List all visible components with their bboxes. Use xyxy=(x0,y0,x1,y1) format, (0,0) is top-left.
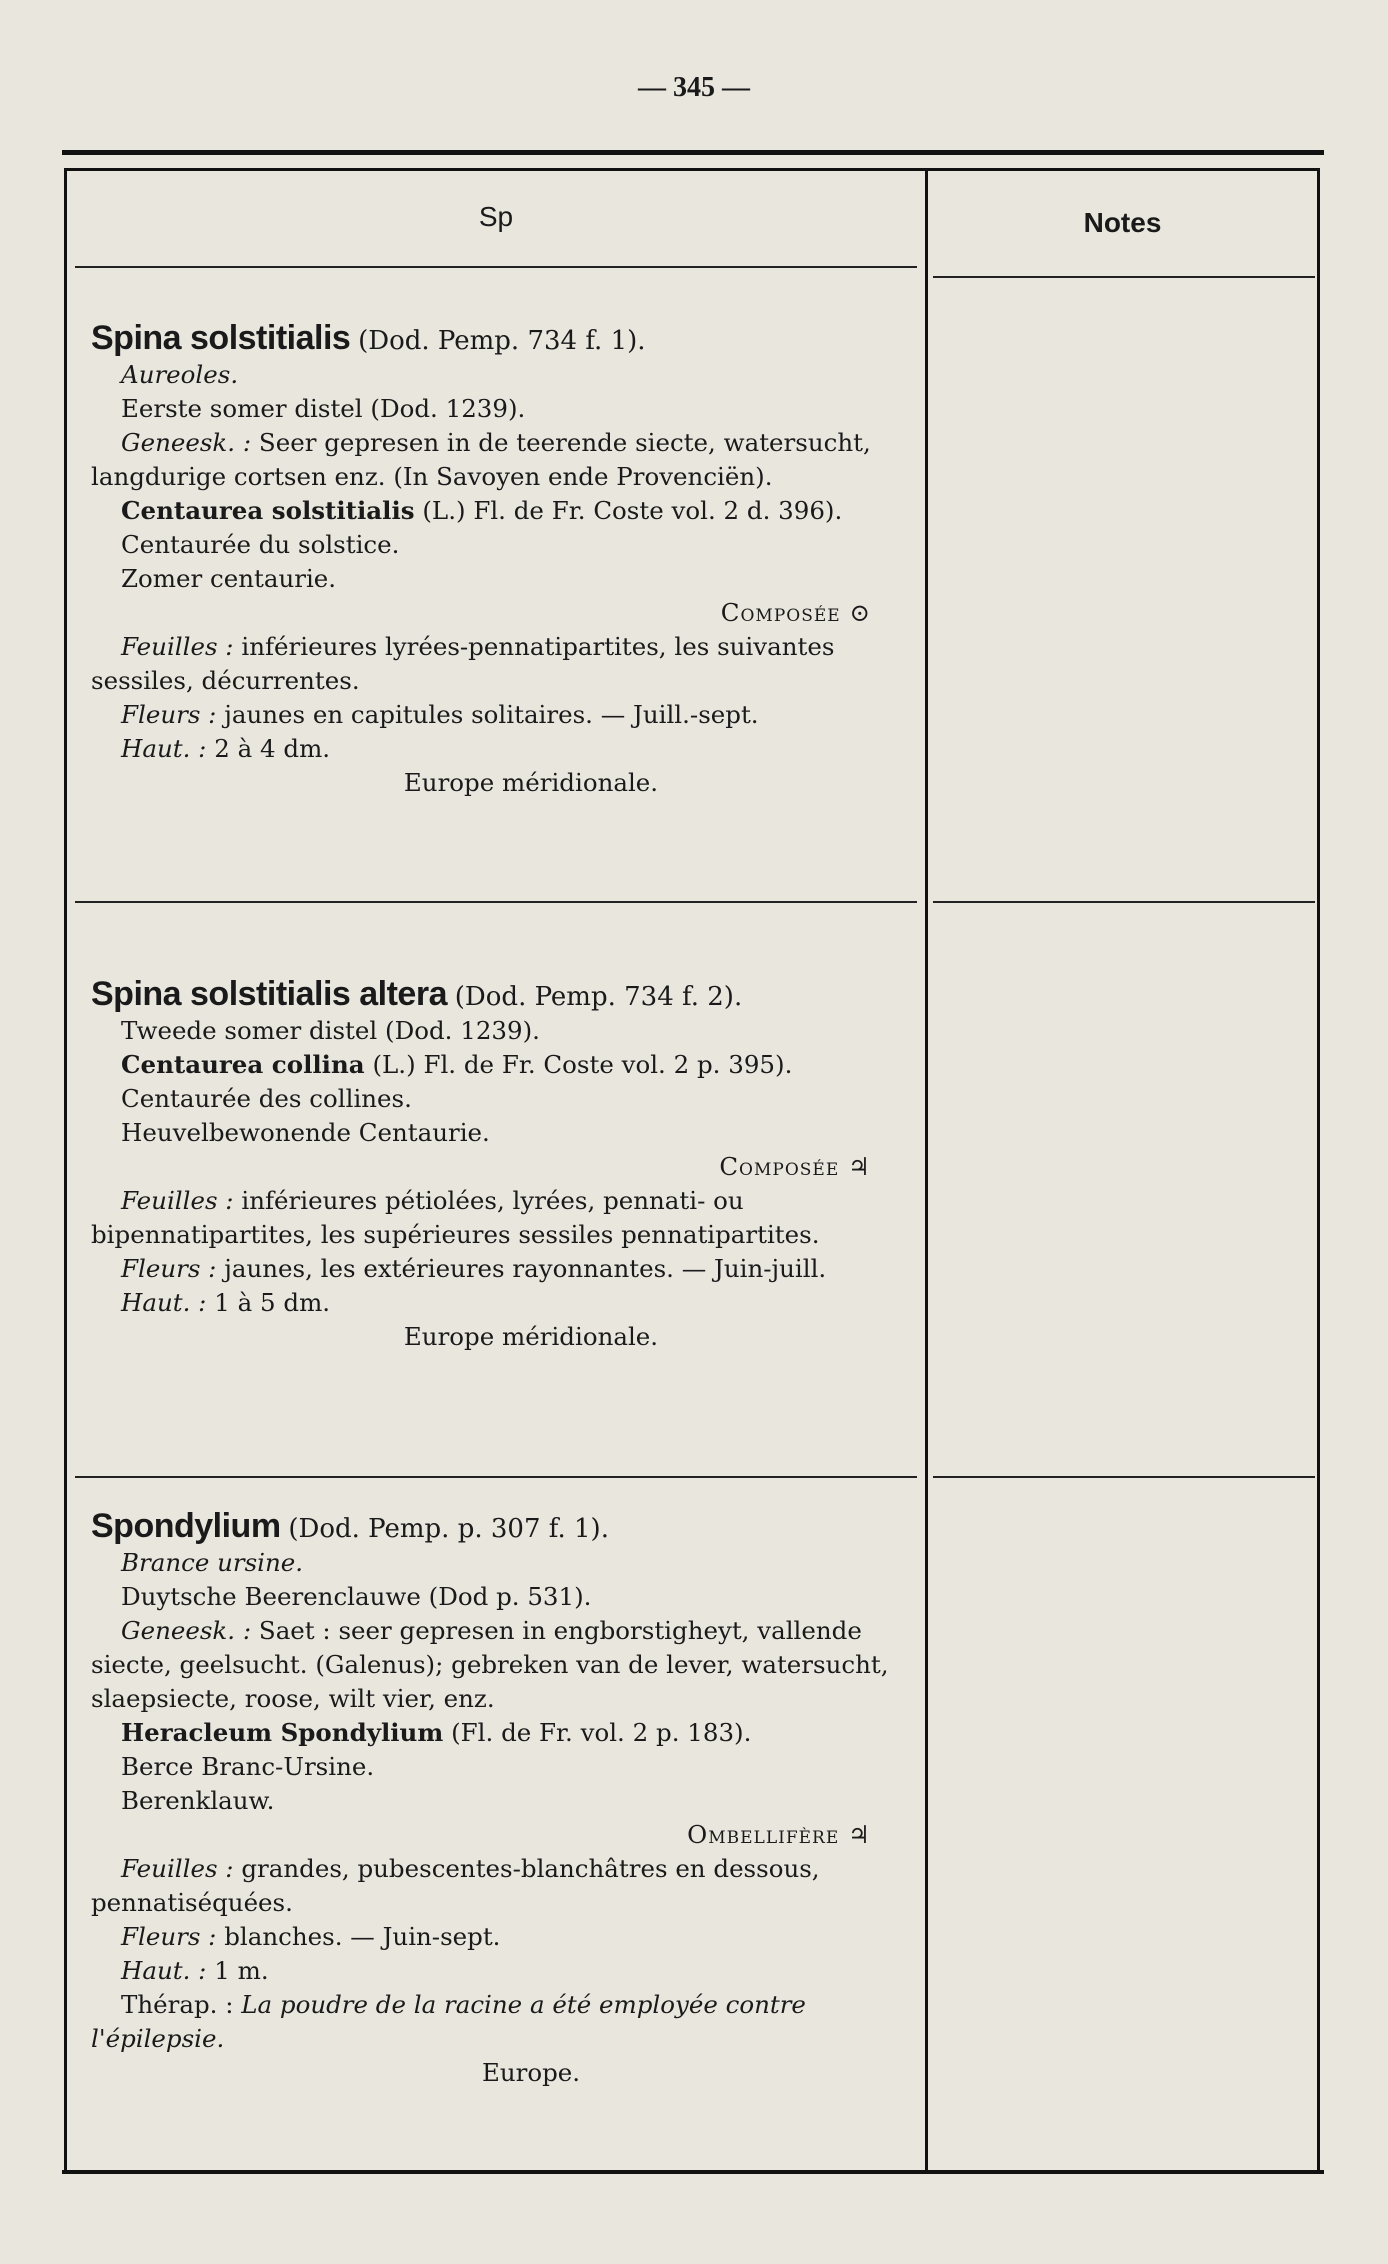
bottom-rule xyxy=(62,2170,1324,2174)
entry-height xyxy=(91,1286,911,1320)
entry-lemma: Spina solstitialis altera xyxy=(91,975,447,1013)
entry-dutch-name: Duytsche Beerenclauwe (Dod p. 531). xyxy=(121,1582,592,1611)
leaves-text: grandes, pubescentes-blanchâtres en dessous, pennatiséquées. xyxy=(91,1854,820,1917)
entry-french-name: Centaurée du solstice. xyxy=(121,530,400,559)
entry-distribution: Europe méridionale. xyxy=(403,1322,659,1351)
entry-dutch-name: Eerste somer distel (Dod. 1239). xyxy=(121,394,526,423)
uses-text: Saet : seer gepresen in engborstigheyt, vallende siecte, geelsucht. (Galenus); gebreken van de lever, watersucht, slaepsiecte, roose, wilt vier, enz. xyxy=(91,1616,889,1713)
flowers-text: blanches. — Juin-sept. xyxy=(224,1922,501,1951)
entry-french-name: Centaurée des collines. xyxy=(121,1084,412,1113)
entries-table xyxy=(64,168,1320,2174)
leaves-text: inférieures pétiolées, lyrées, pennati- ou bipennatipartites, les supérieures sessiles pennatipartites. xyxy=(91,1186,820,1249)
height-label: Haut. : xyxy=(121,734,207,763)
entry-alt-name: Aureoles. xyxy=(121,360,239,389)
entry-alt-name: Brance ursine. xyxy=(121,1548,304,1577)
flowers-text: jaunes en capitules solitaires. — Juill.-sept. xyxy=(224,700,759,729)
entry-french-name: Berce Branc-Ursine. xyxy=(121,1752,375,1781)
entry-family: Composée ⊙ xyxy=(720,598,871,627)
uses-label: Geneesk. : xyxy=(121,1616,252,1645)
entry-dutch-common: Zomer centaurie. xyxy=(121,564,337,593)
entry-rule-2 xyxy=(75,1476,917,1478)
leaves-text: inférieures lyrées-pennatipartites, les suivantes sessiles, décurrentes. xyxy=(91,632,835,695)
top-rule xyxy=(62,150,1324,155)
height-text: 2 à 4 dm. xyxy=(214,734,331,763)
entry-spondylium xyxy=(91,1509,911,2090)
entry-species xyxy=(91,1048,911,1082)
header-notes: Notes xyxy=(1083,207,1162,238)
entry-uses xyxy=(91,1614,911,1716)
entry-leaves xyxy=(91,1184,911,1252)
entry-flowers xyxy=(91,698,911,732)
height-label: Haut. : xyxy=(121,1288,207,1317)
species-ref: (L.) Fl. de Fr. Coste vol. 2 d. 396). xyxy=(422,496,843,525)
entry-spina-solstitialis xyxy=(91,321,911,800)
leaves-label: Feuilles : xyxy=(121,1854,234,1883)
entry-lemma: Spondylium xyxy=(91,1507,281,1545)
entry-leaves xyxy=(91,630,911,698)
entry-lemma-ref: (Dod. Pemp. p. 307 f. 1). xyxy=(288,1514,609,1544)
species-ref: (L.) Fl. de Fr. Coste vol. 2 p. 395). xyxy=(372,1050,793,1079)
entry-height xyxy=(91,732,911,766)
flowers-label: Fleurs : xyxy=(121,700,217,729)
uses-text: Seer gepresen in de teerende siecte, watersucht, langdurige cortsen enz. (In Savoyen ende Provenciën). xyxy=(91,428,871,491)
species-name: Centaurea collina xyxy=(121,1050,365,1079)
leaves-label: Feuilles : xyxy=(121,1186,234,1215)
entry-family: Ombellifère ♃ xyxy=(687,1820,871,1849)
entry-species xyxy=(91,1716,911,1750)
header-rule-notes xyxy=(933,276,1315,278)
therap-label: Thérap. : xyxy=(121,1990,234,2019)
entry-dutch-common: Heuvelbewonende Centaurie. xyxy=(121,1118,490,1147)
species-ref: (Fl. de Fr. vol. 2 p. 183). xyxy=(451,1718,752,1747)
entry-flowers xyxy=(91,1252,911,1286)
header-rule xyxy=(75,266,917,268)
species-name: Heracleum Spondylium xyxy=(121,1718,444,1747)
entry-flowers xyxy=(91,1920,911,1954)
height-text: 1 à 5 dm. xyxy=(214,1288,331,1317)
entry-spina-solstitialis-altera xyxy=(91,977,911,1354)
species-name: Centaurea solstitialis xyxy=(121,496,415,525)
entry-lemma-ref: (Dod. Pemp. 734 f. 1). xyxy=(358,326,646,356)
entry-leaves xyxy=(91,1852,911,1920)
entry-therap xyxy=(91,1988,911,2056)
entry-species xyxy=(91,494,911,528)
entry-dutch-name: Tweede somer distel (Dod. 1239). xyxy=(121,1016,540,1045)
flowers-text: jaunes, les extérieures rayonnantes. — Juin-juill. xyxy=(224,1254,827,1283)
entry-distribution: Europe méridionale. xyxy=(403,768,659,797)
entry-height xyxy=(91,1954,911,1988)
entry-lemma: Spina solstitialis xyxy=(91,319,351,357)
flowers-label: Fleurs : xyxy=(121,1254,217,1283)
column-divider xyxy=(925,171,928,2171)
entry-rule-2-notes xyxy=(933,1476,1315,1478)
entry-lemma-ref: (Dod. Pemp. 734 f. 2). xyxy=(454,982,743,1012)
page-number: — 345 — xyxy=(638,72,750,103)
height-label: Haut. : xyxy=(121,1956,207,1985)
height-text: 1 m. xyxy=(214,1956,269,1985)
entry-family: Composée ♃ xyxy=(719,1152,871,1181)
flowers-label: Fleurs : xyxy=(121,1922,217,1951)
header-sp: Sp xyxy=(478,201,514,232)
entry-distribution: Europe. xyxy=(481,2058,581,2087)
leaves-label: Feuilles : xyxy=(121,632,234,661)
therap-text: La poudre de la racine a été employée contre l'épilepsie. xyxy=(91,1990,806,2053)
entry-uses xyxy=(91,426,911,494)
entry-dutch-common: Berenklauw. xyxy=(121,1786,275,1815)
entry-rule-1-notes xyxy=(933,901,1315,903)
entry-rule-1 xyxy=(75,901,917,903)
uses-label: Geneesk. : xyxy=(121,428,252,457)
